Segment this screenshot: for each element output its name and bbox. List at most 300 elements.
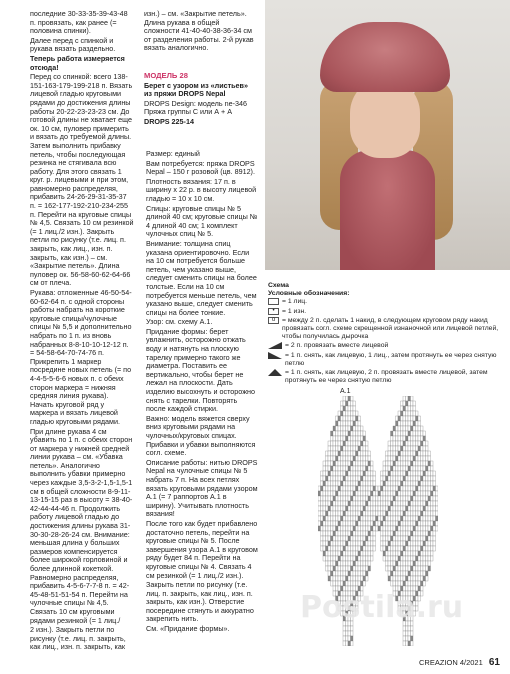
chart-cell (341, 501, 344, 506)
chart-cell (336, 481, 339, 486)
chart-cell (431, 501, 434, 506)
chart-cell (393, 506, 396, 511)
chart-cell (391, 526, 394, 531)
chart-cell (383, 521, 386, 526)
chart-cell (343, 471, 346, 476)
chart-cell (421, 536, 424, 541)
chart-cell (341, 466, 344, 471)
chart-cell (421, 501, 424, 506)
chart-cell (331, 481, 334, 486)
chart-cell (408, 451, 411, 456)
chart-cell (398, 446, 401, 451)
chart-cell (323, 466, 326, 471)
chart-cell (331, 451, 334, 456)
chart-cell (396, 416, 399, 421)
chart-cell (406, 466, 409, 471)
chart-cell (403, 461, 406, 466)
chart-cell (371, 466, 374, 471)
chart-cell (318, 511, 321, 516)
chart-cell (323, 491, 326, 496)
chart-cell (406, 571, 409, 576)
chart-cell (401, 486, 404, 491)
chart-cell (391, 531, 394, 536)
chart-cell (343, 396, 346, 401)
chart-cell (336, 516, 339, 521)
chart-cell (393, 466, 396, 471)
chart-cell (411, 641, 414, 646)
chart-cell (343, 501, 346, 506)
chart-cell (328, 536, 331, 541)
chart-cell (341, 541, 344, 546)
chart-cell (406, 456, 409, 461)
chart-cell (371, 556, 374, 561)
chart-cell (333, 466, 336, 471)
chart-cell (401, 541, 404, 546)
chart-cell (401, 511, 404, 516)
chart-cell (346, 486, 349, 491)
chart-cell (413, 496, 416, 501)
chart-cell (376, 511, 379, 516)
chart-cell (343, 436, 346, 441)
chart-cell (406, 531, 409, 536)
chart-cell (386, 521, 389, 526)
chart-cell (408, 441, 411, 446)
chart-cell (328, 461, 331, 466)
chart-cell (423, 561, 426, 566)
chart-cell (346, 626, 349, 631)
chart-cell (418, 456, 421, 461)
chart-cell (361, 546, 364, 551)
chart-cell (431, 546, 434, 551)
chart-cell (411, 431, 414, 436)
chart-cell (406, 546, 409, 551)
chart-cell (331, 576, 334, 581)
chart-cell (328, 521, 331, 526)
chart-cell (421, 546, 424, 551)
chart-cell (368, 556, 371, 561)
chart-cell (356, 416, 359, 421)
chart-cell (418, 431, 421, 436)
chart-cell (383, 481, 386, 486)
chart-cell (341, 506, 344, 511)
chart-cell (396, 521, 399, 526)
legend-text: = 2 п. провязать вместе лицевой (285, 342, 389, 350)
chart-cell (396, 421, 399, 426)
chart-cell (368, 531, 371, 536)
chart-cell (351, 631, 354, 636)
chart-cell (413, 471, 416, 476)
chart-cell (371, 546, 374, 551)
chart-cell (348, 566, 351, 571)
text-column-1 (30, 10, 134, 653)
chart-cell (396, 496, 399, 501)
chart-cell (393, 561, 396, 566)
text-column-2-body (146, 150, 258, 635)
chart-cell (336, 476, 339, 481)
chart-cell (333, 566, 336, 571)
chart-cell (386, 496, 389, 501)
chart-cell (333, 581, 336, 586)
chart-cell (353, 436, 356, 441)
chart-cell (328, 496, 331, 501)
chart-cell (341, 451, 344, 456)
chart-cell (411, 496, 414, 501)
chart-cell (406, 411, 409, 416)
chart-cell (353, 536, 356, 541)
chart-cell (403, 551, 406, 556)
chart-cell (336, 526, 339, 531)
chart-cell (353, 526, 356, 531)
chart-cell (368, 496, 371, 501)
chart-cell (401, 576, 404, 581)
chart-cell (408, 401, 411, 406)
chart-cell (363, 466, 366, 471)
chart-cell (391, 556, 394, 561)
chart-cell (361, 571, 364, 576)
chart-cell (338, 531, 341, 536)
chart-cell (353, 486, 356, 491)
chart-cell (368, 476, 371, 481)
chart-cell (386, 461, 389, 466)
chart-cell (378, 496, 381, 501)
chart-cell (403, 441, 406, 446)
chart-cell (343, 456, 346, 461)
chart-cell (426, 471, 429, 476)
chart-cell (341, 461, 344, 466)
chart-cell (403, 566, 406, 571)
chart-cell (413, 491, 416, 496)
chart-cell (413, 526, 416, 531)
chart-cell (346, 421, 349, 426)
chart-cell (411, 486, 414, 491)
chart-cell (363, 536, 366, 541)
chart-cell (413, 416, 416, 421)
model-title: Берет с узором из «листьев» из пряжи DROPS Nepal (144, 80, 248, 99)
chart-cell (398, 566, 401, 571)
chart-cell (338, 561, 341, 566)
chart-cell (348, 641, 351, 646)
chart-cell (418, 486, 421, 491)
chart-cell (356, 576, 359, 581)
chart-cell (383, 466, 386, 471)
chart-cell (418, 521, 421, 526)
chart-cell (426, 466, 429, 471)
chart-cell (321, 486, 324, 491)
chart-cell (413, 466, 416, 471)
chart-cell (348, 396, 351, 401)
chart-cell (403, 531, 406, 536)
chart-cell (323, 476, 326, 481)
chart-cell (393, 581, 396, 586)
chart-cell (416, 531, 419, 536)
chart-cell (328, 571, 331, 576)
chart-cell (376, 526, 379, 531)
chart-cell (406, 566, 409, 571)
chart-cell (411, 471, 414, 476)
chart-cell (428, 556, 431, 561)
chart-cell (396, 526, 399, 531)
chart-cell (336, 456, 339, 461)
chart-cell (326, 566, 329, 571)
chart-cell (401, 556, 404, 561)
chart-cell (393, 491, 396, 496)
chart-cell (366, 526, 369, 531)
chart-cell (333, 511, 336, 516)
chart-cell (348, 506, 351, 511)
chart-cell (406, 536, 409, 541)
chart-cell (351, 546, 354, 551)
chart-cell (363, 516, 366, 521)
chart-cell (343, 426, 346, 431)
chart-cell (346, 641, 349, 646)
chart-cell (376, 496, 379, 501)
chart-cell (406, 481, 409, 486)
chart-cell (368, 551, 371, 556)
chart-cell (326, 536, 329, 541)
chart-cell (348, 436, 351, 441)
chart-cell (341, 411, 344, 416)
chart-cell (413, 576, 416, 581)
chart-cell (368, 546, 371, 551)
chart-cell (398, 581, 401, 586)
chart-cell (336, 426, 339, 431)
chart-cell (363, 431, 366, 436)
chart-cell (423, 506, 426, 511)
paragraph: Закрыть петли по рисунку (т.е. лиц. п. закрыть, как лиц., изн. п. закрыть, как изн.). Отверстие посередине стянуть и аккуратно закрепить нить. (146, 580, 254, 624)
chart-cell (408, 551, 411, 556)
chart-cell (386, 456, 389, 461)
chart-cell (371, 476, 374, 481)
chart-cell (411, 631, 414, 636)
chart-cell (363, 456, 366, 461)
chart-cell (341, 496, 344, 501)
chart-cell (421, 481, 424, 486)
ssk-symbol-icon (268, 352, 282, 359)
legend-row (268, 308, 500, 316)
chart-cell (363, 571, 366, 576)
chart-cell (331, 546, 334, 551)
chart-cell (338, 521, 341, 526)
chart-cell (418, 496, 421, 501)
chart-cell (391, 471, 394, 476)
chart-cell (423, 446, 426, 451)
chart-cell (338, 576, 341, 581)
chart-cell (336, 541, 339, 546)
chart-cell (321, 546, 324, 551)
chart-cell (358, 431, 361, 436)
chart-cell (346, 551, 349, 556)
chart-cell (413, 551, 416, 556)
paragraph: Вам потребуется: пряжа DROPS Nepal – 150 г розовой (цв. 8912). (146, 158, 255, 177)
legend-text: = между 2 п. сделать 1 накид, в следующем круговом ряду накид провязать согл. схеме скрещенной изнаночной или лицевой петлей, чтобы получилась дырочка (282, 316, 499, 341)
chart-cell (388, 576, 391, 581)
chart-cell (371, 486, 374, 491)
chart-cell (386, 466, 389, 471)
chart-cell (433, 471, 436, 476)
chart-cell (413, 501, 416, 506)
chart-cell (353, 541, 356, 546)
chart-cell (356, 506, 359, 511)
chart-cell (353, 471, 356, 476)
chart-cell (398, 491, 401, 496)
chart-cell (343, 401, 346, 406)
chart-cell (423, 501, 426, 506)
chart-cell (413, 421, 416, 426)
chart-cell (368, 471, 371, 476)
chart-cell (358, 461, 361, 466)
chart-cell (408, 516, 411, 521)
chart-cell (398, 531, 401, 536)
chart-cell (413, 401, 416, 406)
chart-cell (346, 561, 349, 566)
chart-cell (356, 466, 359, 471)
chart-cell (321, 541, 324, 546)
chart-cell (361, 531, 364, 536)
chart-cell (411, 626, 414, 631)
chart-cell (388, 486, 391, 491)
chart-cell (336, 581, 339, 586)
chart-cell (338, 411, 341, 416)
chart-cell (411, 576, 414, 581)
chart-cell (343, 411, 346, 416)
chart-cell (331, 536, 334, 541)
chart-cell (348, 441, 351, 446)
chart-cell (391, 451, 394, 456)
chart-cell (393, 541, 396, 546)
chart-cell (338, 511, 341, 516)
chart-cell (401, 436, 404, 441)
chart-cell (426, 561, 429, 566)
chart-cell (428, 546, 431, 551)
chart-cell (396, 426, 399, 431)
chart-cell (383, 556, 386, 561)
chart-cell (371, 461, 374, 466)
chart-cell (428, 461, 431, 466)
chart-cell (418, 526, 421, 531)
chart-cell (366, 441, 369, 446)
chart-cell (331, 541, 334, 546)
chart-cell (341, 421, 344, 426)
chart-cell (396, 536, 399, 541)
chart-cell (408, 471, 411, 476)
chart-cell (361, 581, 364, 586)
chart-cell (348, 541, 351, 546)
chart-cell (408, 426, 411, 431)
chart-cell (418, 436, 421, 441)
chart-cell (363, 471, 366, 476)
chart-cell (343, 556, 346, 561)
chart-cell (368, 486, 371, 491)
chart-cell (361, 446, 364, 451)
chart-cell (418, 426, 421, 431)
chart-cell (346, 506, 349, 511)
chart-cell (428, 506, 431, 511)
chart-cell (366, 531, 369, 536)
chart-cell (336, 421, 339, 426)
paragraph: После того как будет прибавлено достаточно петель, перейти на круговые спицы № 5. После завершения узора А.1 в круговом ряду будет 84 п. Перейти на круговые спицы № 4. Связать 4 см резинкой (= 1 лиц./2 изн.). (146, 518, 258, 580)
chart-cell (333, 556, 336, 561)
chart-cell (423, 531, 426, 536)
chart-cell (403, 446, 406, 451)
chart-cell (371, 551, 374, 556)
chart-cell (406, 421, 409, 426)
chart-cell (401, 496, 404, 501)
chart-cell (388, 541, 391, 546)
chart-cell (401, 416, 404, 421)
chart-cell (416, 416, 419, 421)
chart-cell (356, 501, 359, 506)
chart-cell (361, 496, 364, 501)
chart-cell (416, 456, 419, 461)
chart-cell (343, 571, 346, 576)
chart-cell (393, 471, 396, 476)
chart-cell (353, 556, 356, 561)
chart-cell (328, 516, 331, 521)
paragraph-heading: Теперь работа измеряется отсюда! (30, 53, 125, 72)
chart-cell (333, 571, 336, 576)
chart-cell (403, 581, 406, 586)
chart-cell (428, 501, 431, 506)
chart-cell (431, 516, 434, 521)
chart-cell (393, 481, 396, 486)
chart-cell (428, 496, 431, 501)
chart-cell (353, 461, 356, 466)
chart-cell (348, 521, 351, 526)
chart-cell (406, 396, 409, 401)
chart-cell (423, 571, 426, 576)
chart-cell (331, 571, 334, 576)
chart-cell (358, 546, 361, 551)
chart-cell (338, 456, 341, 461)
chart-cell (368, 466, 371, 471)
chart-cell (353, 516, 356, 521)
chart-cell (388, 476, 391, 481)
chart-cell (421, 551, 424, 556)
chart-cell (423, 436, 426, 441)
chart-cell (328, 471, 331, 476)
chart-cell (338, 581, 341, 586)
chart-cell (348, 416, 351, 421)
chart-cell (411, 446, 414, 451)
chart-cell (408, 431, 411, 436)
yarn-over-symbol-icon: o (268, 317, 279, 324)
paragraph: Размер: единый (146, 149, 200, 158)
chart-cell (348, 471, 351, 476)
chart-cell (398, 456, 401, 461)
chart-cell (366, 501, 369, 506)
chart-cell (356, 426, 359, 431)
chart-cell (328, 511, 331, 516)
chart-cell (416, 491, 419, 496)
chart-cell (393, 456, 396, 461)
chart-cell (336, 551, 339, 556)
chart-cell (433, 546, 436, 551)
chart-cell (333, 431, 336, 436)
chart-cell (351, 491, 354, 496)
chart-cell (406, 581, 409, 586)
chart-cell (351, 521, 354, 526)
chart-cell (378, 486, 381, 491)
chart-cell (328, 491, 331, 496)
chart-cell (356, 476, 359, 481)
chart-cell (408, 636, 411, 641)
chart-cell (363, 526, 366, 531)
chart-cell (401, 421, 404, 426)
chart-cell (348, 496, 351, 501)
chart-cell (351, 416, 354, 421)
chart-cell (331, 566, 334, 571)
chart-cell (393, 511, 396, 516)
